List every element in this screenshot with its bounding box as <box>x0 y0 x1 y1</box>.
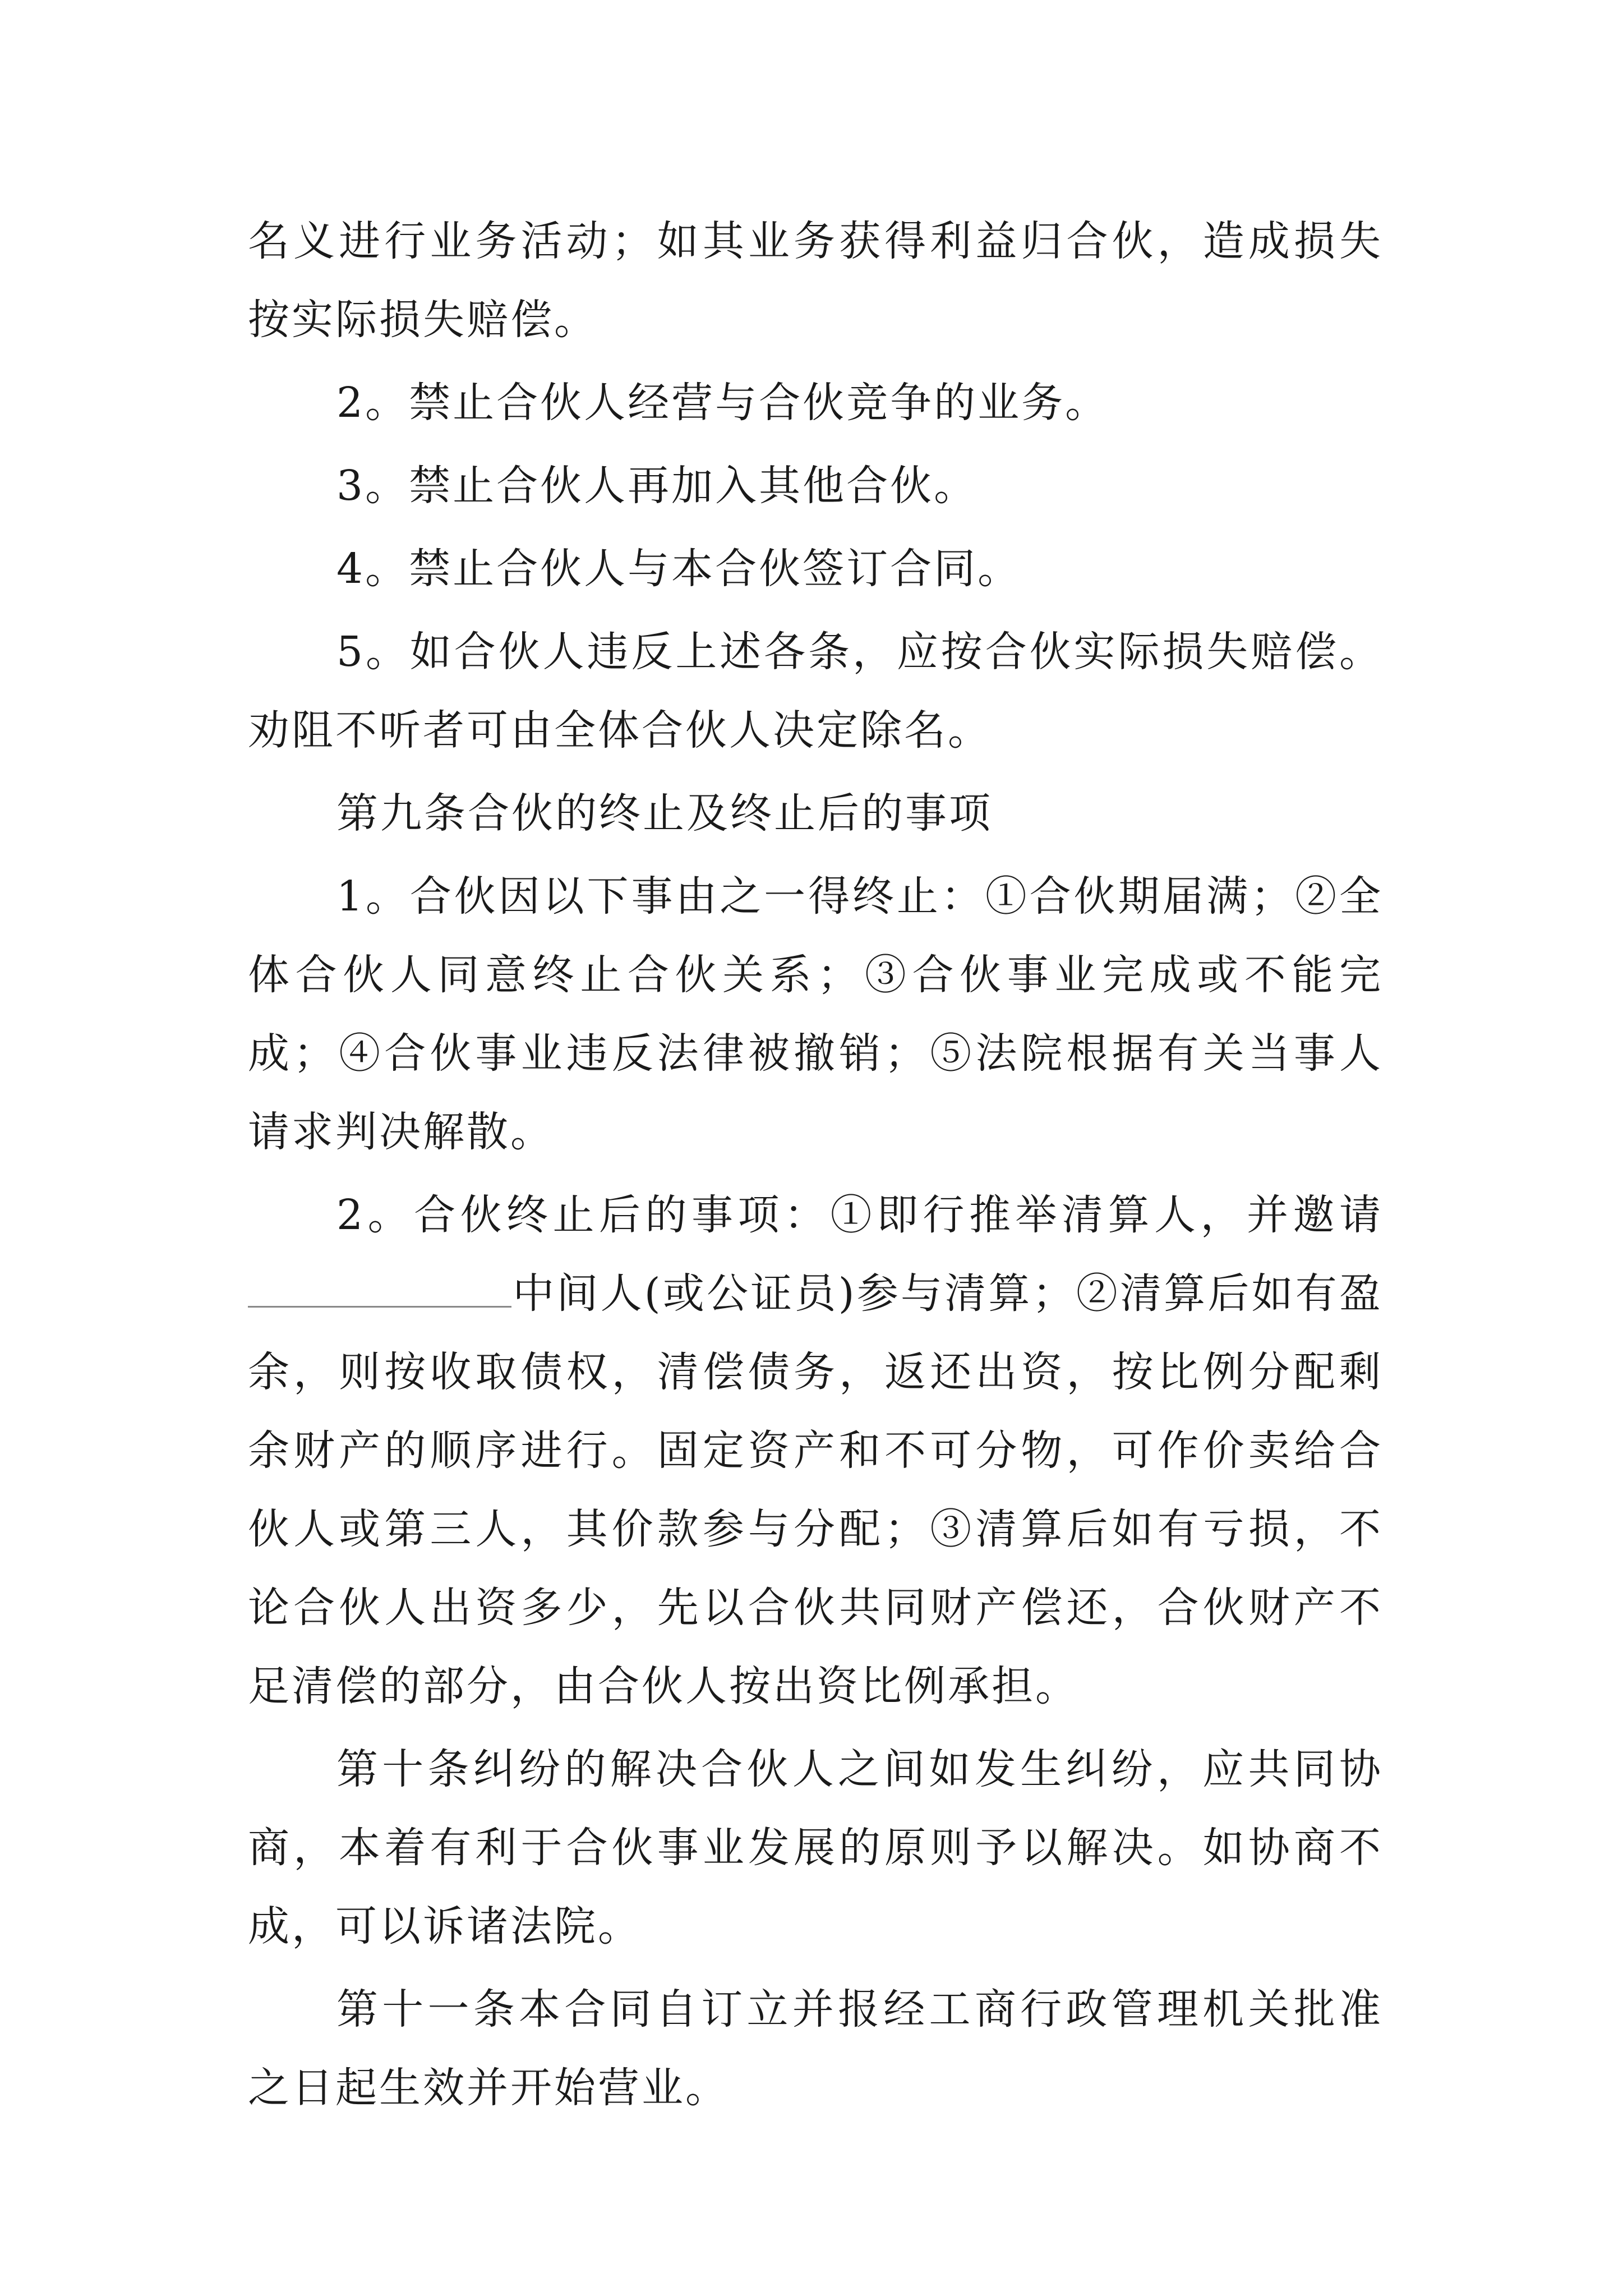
paragraph-item-5: 5。如合伙人违反上述各条，应按合伙实际损失赔偿。劝阻不听者可由全体合伙人决定除名。 <box>248 628 1383 754</box>
article-11-paragraph: 第十一条本合同自订立并报经工商行政管理机关批准之日起生效并开始营业。 <box>248 1985 1383 2112</box>
paragraph-item-3: 3。禁止合伙人再加入其他合伙。 <box>336 462 978 510</box>
paragraph-text-after-blank: 中间人(或公证员)参与清算；②清算后如有盈余，则按收取债权，清偿债务，返还出资，按比例分配剩余财产的顺序进行。固定资产和不可分物，可作价卖给合伙人或第三人，其价款参与分配；③清算后如有亏损，不论合伙人出资多少，先以合伙共同财产偿还，合伙财产不足清偿的部分，由合伙人按出资比例承担。 <box>248 1269 1383 1710</box>
paragraph-text-before-blank: 2。合伙终止后的事项：①即行推举清算人，并邀请 <box>336 1191 1383 1239</box>
paragraph-article-9-item-2 <box>248 1176 1383 1726</box>
fill-in-blank <box>248 1268 511 1308</box>
document-page <box>248 202 1383 2127</box>
paragraph-continuation: 名义进行业务活动；如其业务获得利益归合伙，造成损失按实际损失赔偿。 <box>248 217 1383 344</box>
paragraph-item-4: 4。禁止合伙人与本合伙签订合同。 <box>336 545 1022 593</box>
paragraph-item-2: 2。禁止合伙人经营与合伙竞争的业务。 <box>336 379 1109 427</box>
article-9-heading: 第九条合伙的终止及终止后的事项 <box>336 789 993 838</box>
paragraph-article-9-item-1: 1。合伙因以下事由之一得终止：①合伙期届满；②全体合伙人同意终止合伙关系；③合伙事业完成或不能完成；④合伙事业违反法律被撤销；⑤法院根据有关当事人请求判决解散。 <box>248 872 1383 1156</box>
article-10-paragraph: 第十条纠纷的解决合伙人之间如发生纠纷，应共同协商，本着有利于合伙事业发展的原则予以解决。如协商不成，可以诉诸法院。 <box>248 1745 1383 1950</box>
